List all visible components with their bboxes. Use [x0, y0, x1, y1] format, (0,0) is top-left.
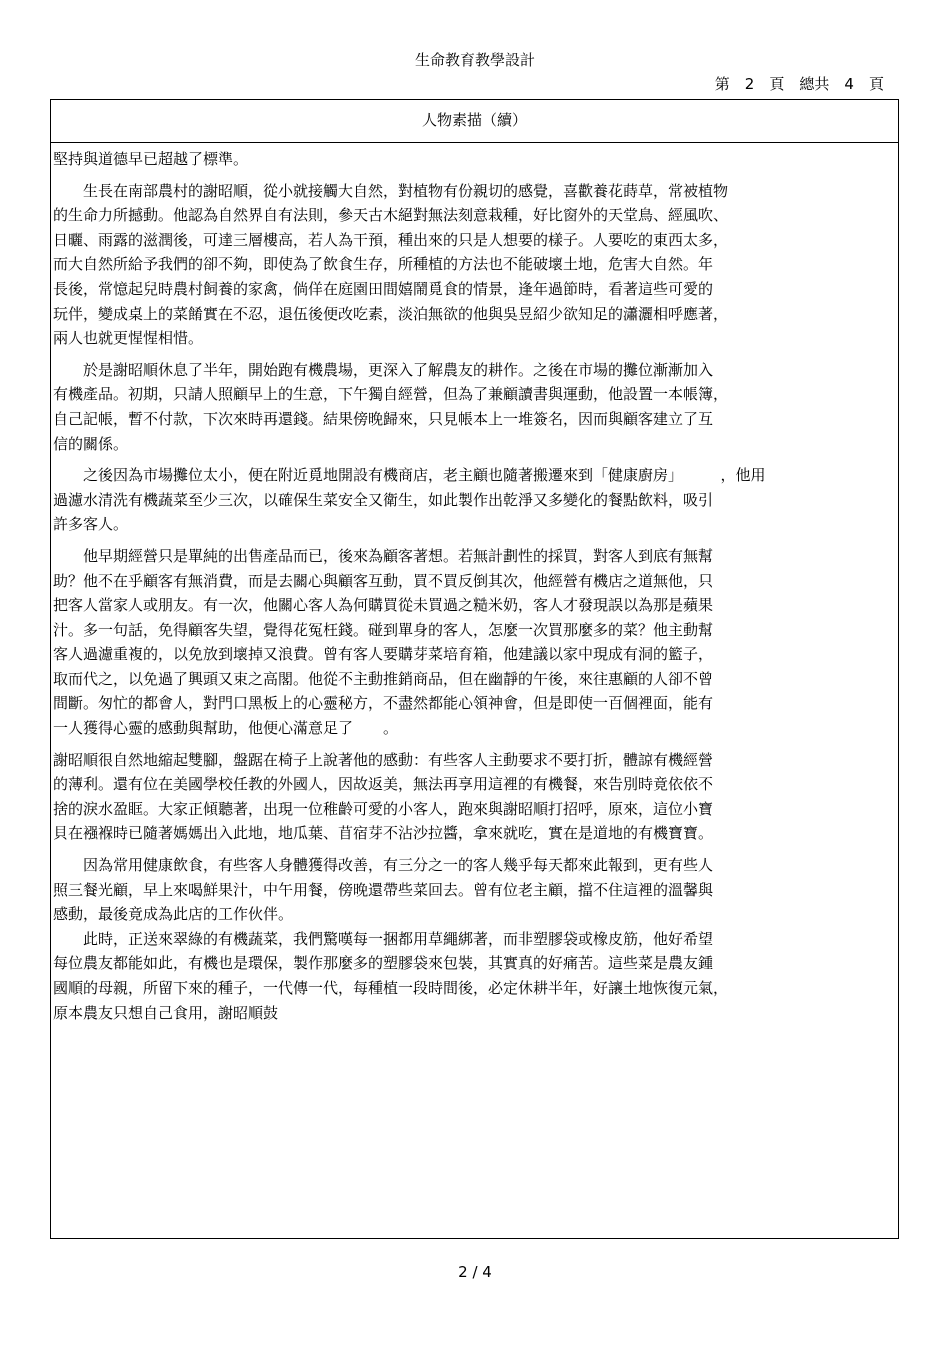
page-label-prefix: 第	[714, 75, 730, 93]
content-frame	[50, 99, 899, 1239]
paragraph-3: 於是謝昭順休息了半年，開始跑有機農場，更深入了解農友的耕作。之後在市場的攤位漸漸加入 有機產品。初期，只請人照顧早上的生意，下午獨自經營，但為了兼顧讀書與運動，他設置一本帳簿， 自己記帳，暫不付款，下次來時再還錢。結果傍晚歸來，只見帳本上一堆簽名，因而與顧客建立了互 信的關係。	[53, 360, 729, 453]
paragraph-5: 他早期經營只是單純的出售產品而已，後來為顧客著想。若無計劃性的採買，對客人到底有無幫 助？他不在乎顧客有無消費，而是去關心與顧客互動，買不買反倒其次，他經營有機店之道無他，只 把客人當家人或朋友。有一次，他關心客人為何購買從未買過之糙米奶，客人才發現誤以為那是蘋果 汁。多一句話，免得顧客失望，覺得花冤枉錢。碰到單身的客人，怎麼一次買那麼多的菜？他主動幫 客人過濾重複的，以免放到壞掉又浪費。曾有客人要購芽菜培育箱，他建議以家中現成有洞的籃子， 取而代之，以免過了興頭又束之高閣。他從不主動推銷商品，但在幽靜的午後，來往惠顧的人卻不曾 間斷。匆忙的都會人，對門口黑板上的心靈秘方，不盡然都能心領神會，但是即使一百個裡面，能有 一人獲得心靈的感動與幫助，他便心滿意足了 。	[53, 546, 714, 738]
paragraph-8: 此時，正送來翠綠的有機蔬菜，我們驚嘆每一捆都用草繩綁著，而非塑膠袋或橡皮筋，他好希望 每位農友都能如此，有機也是環保，製作那麼多的塑膠袋來包裝，其實真的好痛苦。這些菜是農友鍾 國順的母親，所留下來的種子，一代傳一代，每種植一段時間後，必定休耕半年，好讓土地恢復元氣， 原本農友只想自己食用，謝昭順鼓	[53, 929, 729, 1022]
document-title: 生命教育教學設計	[414, 51, 535, 69]
page-number: 2	[744, 75, 755, 93]
paragraph-7: 因為常用健康飲食，有些客人身體獲得改善，有三分之一的客人幾乎每天都來此報到，更有些人 照三餐光顧，早上來喝鮮果汁，中午用餐，傍晚還帶些菜回去。曾有位老主顧，擋不住這裡的溫馨與 感動，最後竟成為此店的工作伙伴。	[53, 856, 714, 924]
paragraph-6: 謝昭順很自然地縮起雙腳，盤踞在椅子上說著他的感動：有些客人主動要求不要打折，體諒有機經營 的薄利。還有位在美國學校任教的外國人，因故返美，無法再享用這裡的有機餐，來告別時竟依依不 捨的淚水盈眶。大家正傾聽著，出現一位稚齡可愛的小客人，跑來與謝昭順打招呼，原來，這位小寶 貝在襁褓時已隨著媽媽出入此地，地瓜葉、苜宿芽不沾沙拉醬，拿來就吃，實在是道地的有機寶寶。	[53, 750, 714, 843]
section-body	[51, 143, 898, 1025]
section-title: 人物素描（續）	[51, 100, 898, 143]
page-indicator: 2 / 4	[458, 1263, 492, 1281]
page-counter	[715, 74, 884, 94]
paragraph-4: 之後因為市場攤位太小，便在附近覓地開設有機商店，老主顧也隨著搬遷來到「健康廚房」 ，他用 過濾水清洗有機蔬菜至少三次，以確保生菜安全又衛生，如此製作出乾淨又多變化的餐點飲料，吸引 許多客人。	[53, 466, 766, 534]
total-label: 總共	[799, 75, 830, 93]
page-label-suffix: 頁	[868, 75, 884, 93]
total-pages: 4	[844, 75, 854, 93]
page-label-mid: 頁	[769, 75, 785, 93]
paragraph-2: 生長在南部農村的謝昭順，從小就接觸大自然，對植物有份親切的感覺，喜歡養花蒔草，常被植物 的生命力所撼動。他認為自然界自有法則，參天古木絕對無法刻意栽種，好比窗外的天堂鳥、經風吹、 日曬、雨露的滋潤後，可達三層樓高，若人為干預，種出來的只是人想要的樣子。人要吃的東西太多， 而大自然所給予我們的卻不夠，即使為了飲食生存，所種植的方法也不能破壞土地，危害大自然。年 長後，常憶起兒時農村飼養的家禽，倘佯在庭園田間嬉鬧覓食的情景，逢年過節時，看著這些可愛的 玩伴，變成桌上的菜餚實在不忍，退伍後便改吃素，淡泊無欲的他與吳昱紹少欲知足的瀟灑相呼應著， 兩人也就更惺惺相惜。	[53, 181, 729, 348]
paragraph-1: 堅持與道德早已超越了標準。	[53, 150, 249, 168]
